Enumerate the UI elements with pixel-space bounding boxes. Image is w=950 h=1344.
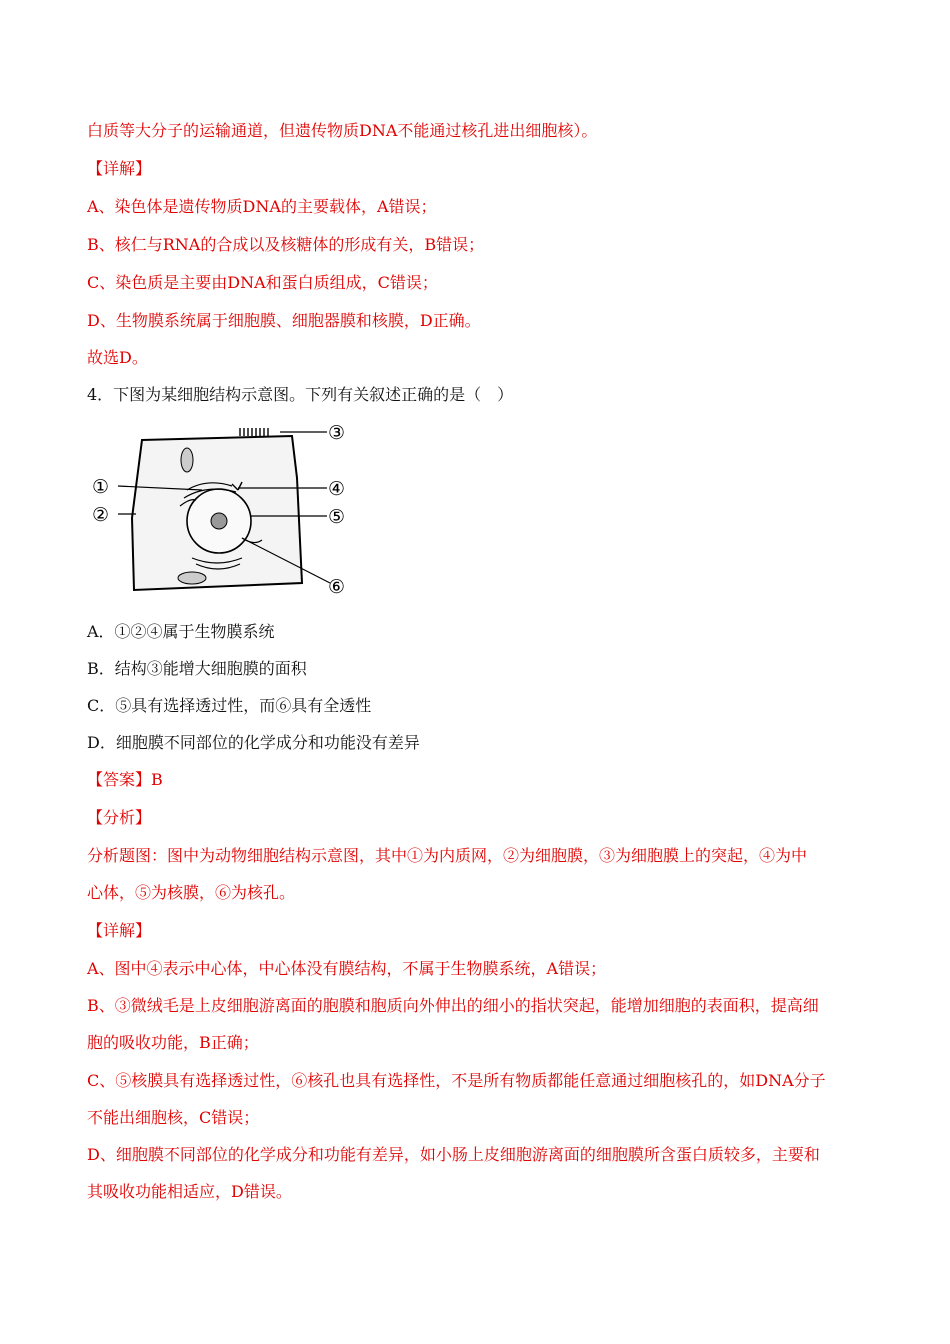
explanation-b: B、核仁与RNA的合成以及核糖体的形成有关，B错误； [87,235,485,254]
detail-d: D、细胞膜不同部位的化学成分和功能有差异，如小肠上皮细胞游离面的细胞膜所含蛋白质较多，主要和 [87,1145,820,1164]
section-heading-detail: 【详解】 [87,921,152,940]
option-d: D．细胞膜不同部位的化学成分和功能没有差异 [87,733,420,752]
cell-svg [92,418,362,603]
question-4: 4．下图为某细胞结构示意图。下列有关叙述正确的是（ ） [87,385,514,404]
text-line: 白质等大分子的运输通道，但遗传物质DNA不能通过核孔进出细胞核）。 [87,121,598,140]
microvilli [240,428,268,436]
section-heading-analysis: 【分析】 [87,808,152,827]
label-6: ⑥ [328,576,346,598]
explanation-c: C、染色质是主要由DNA和蛋白质组成，C错误； [87,273,438,292]
option-a: A．①②④属于生物膜系统 [87,622,275,641]
conclusion: 故选D。 [87,348,148,367]
option-b: B．结构③能增大细胞膜的面积 [87,659,307,678]
option-c: C．⑤具有选择透过性，而⑥具有全透性 [87,696,372,715]
explanation-d: D、生物膜系统属于细胞膜、细胞器膜和核膜，D正确。 [87,311,481,330]
detail-b: B、③微绒毛是上皮细胞游离面的胞膜和胞质向外伸出的细小的指状突起，能增加细胞的表面积，提高细 [87,996,819,1015]
mitochondrion [178,572,206,584]
nucleolus [211,513,227,529]
explanation-a: A、染色体是遗传物质DNA的主要载体，A错误； [87,197,437,216]
detail-c: 不能出细胞核，C错误； [87,1108,260,1127]
label-5: ⑤ [328,506,346,528]
mitochondrion [181,448,193,472]
detail-d: 其吸收功能相适应，D错误。 [87,1182,292,1201]
analysis-text: 心体，⑤为核膜，⑥为核孔。 [87,883,296,902]
label-1: ① [92,476,110,498]
label-4: ④ [328,478,346,500]
section-heading-detail: 【详解】 [87,159,152,178]
label-3: ③ [328,422,346,444]
detail-b: 胞的吸收功能，B正确； [87,1033,259,1052]
detail-a: A、图中④表示中心体，中心体没有膜结构，不属于生物膜系统，A错误； [87,959,607,978]
cell-structure-diagram [92,418,362,603]
analysis-text: 分析题图：图中为动物细胞结构示意图，其中①为内质网，②为细胞膜，③为细胞膜上的突起，④为中 [87,846,808,865]
label-2: ② [92,504,110,526]
answer: 【答案】B [87,770,163,789]
detail-c: C、⑤核膜具有选择透过性，⑥核孔也具有选择性，不是所有物质都能任意通过细胞核孔的，如DNA分子 [87,1071,826,1090]
